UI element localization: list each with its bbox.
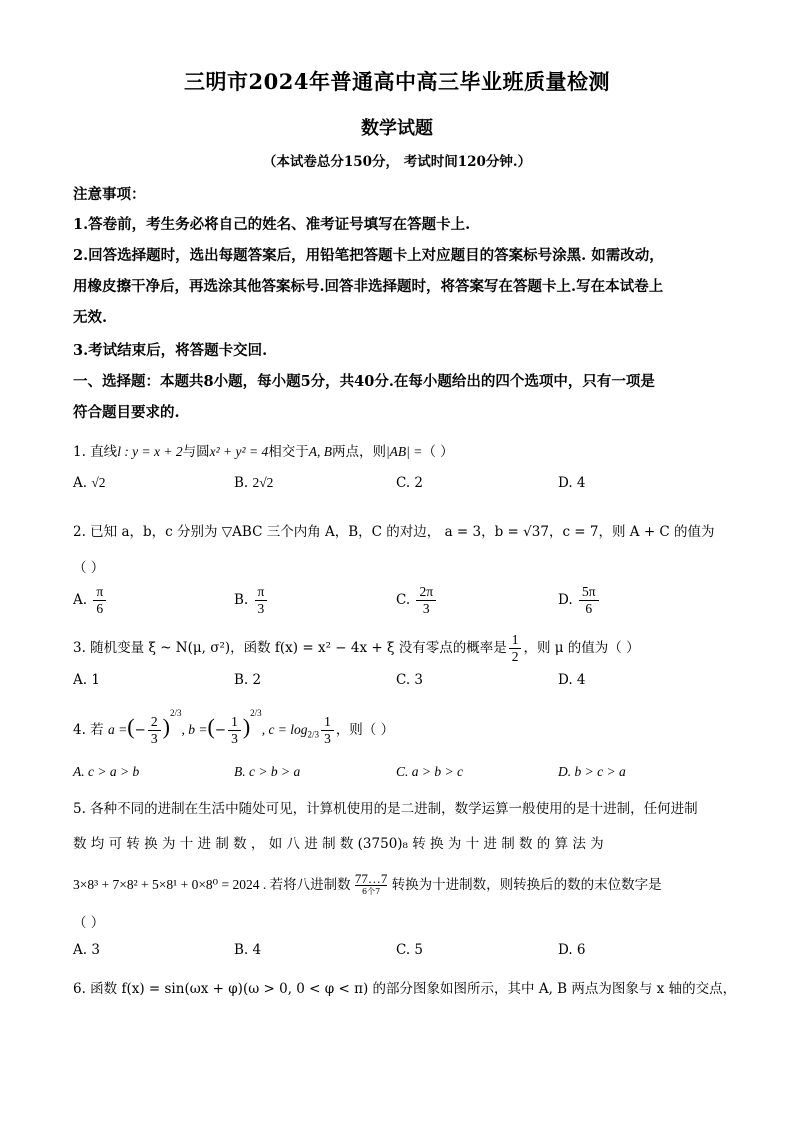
q5-option-c: C. 5 <box>396 942 424 958</box>
q4-option-a: A. c > a > b <box>73 764 140 779</box>
q1-option-d: D. 4 <box>558 475 586 491</box>
q1-option-a-value: √2 <box>91 475 106 490</box>
q1-text-4: 两点，则 <box>331 444 386 460</box>
q5-option-a: A. 3 <box>73 942 100 958</box>
q1-option-a: A. √2 <box>73 475 106 491</box>
exam-title: 三明市2024年普通高中高三毕业班质量检测 <box>184 69 610 94</box>
q1-text-3: 相交于 <box>268 444 309 460</box>
instruction-2-line-2: 用橡皮擦干净后，再选涂其他答案标号.回答非选择题时，将答案写在答题卡上.写在本试卷上 <box>73 278 664 295</box>
q1-option-b-value: 2√2 <box>252 475 274 490</box>
q3-option-c: C. 3 <box>396 672 424 688</box>
instruction-2-line-3: 无效. <box>73 309 108 326</box>
instruction-3: 3.考试结束后，将答题卡交回. <box>73 342 268 359</box>
q4-option-b: B. c > b > a <box>234 764 301 779</box>
q2-option-d: D. $\frac{5\pi}{6}$ <box>558 584 601 617</box>
q1-option-b: B. 2√2 <box>234 475 274 491</box>
instruction-1: 1.答卷前，考生务必将自己的姓名、准考证号填写在答题卡上. <box>73 216 471 233</box>
q5-option-d: D. 6 <box>558 942 586 958</box>
q1-paren: （ ） <box>422 444 454 460</box>
instructions-heading: 注意事项： <box>73 186 146 203</box>
question-1 <box>73 440 733 460</box>
q3-text-2: ，则 μ 的值为（ ） <box>523 640 640 656</box>
question-6-line-1: 6. 函数 f(x) = sin(ωx + φ)(ω > 0, 0 < φ < π) 的部分图象如图所示，其中 A, B 两点为图象与 x 轴的交点， <box>73 981 737 997</box>
q1-option-c: C. 2 <box>396 475 424 491</box>
q1-circle-equation: x² + y² = 4 <box>209 444 269 459</box>
question-5-line-3 <box>73 873 733 898</box>
exam-subtitle: 数学试题 <box>361 118 433 139</box>
q5-text-end: 转换为十进制数，则转换后的数的末位数字是 <box>391 877 662 893</box>
q2-option-b: B. $\frac{\pi}{3}$ <box>234 584 269 617</box>
q4-option-c: C. a > b > c <box>396 764 463 779</box>
q2-option-c: C. $\frac{2\pi}{3}$ <box>396 584 438 617</box>
q3-option-b: B. 2 <box>234 672 262 688</box>
q4-text-2: ，则（ ） <box>335 722 395 738</box>
instruction-2-line-1: 2.回答选择题时，选出每题答案后，用铅笔把答题卡上对应题目的答案标号涂黑. 如需改动， <box>73 247 664 264</box>
q1-points: A, B <box>308 444 332 459</box>
question-2-line-1: 2. 已知 a，b，c 分别为 ▽ABC 三个内角 A，B，C 的对边， a = 3，b = √37，c = 7，则 A + C 的值为 <box>73 524 715 540</box>
question-5-line-2: 数 均 可 转 换 为 十 进 制 数 ， 如 八 进 制 数 (3750)₈ 转 换 为 十 进 制 数 的 算 法 为 <box>73 836 604 852</box>
question-5-line-4: （ ） <box>73 915 105 931</box>
q1-text-2: 与圆 <box>182 444 210 460</box>
q1-line-equation: l : y = x + 2 <box>117 444 183 459</box>
q3-option-d: D. 4 <box>558 672 586 688</box>
q2-option-a: A. $\frac{\pi}{6}$ <box>73 584 108 617</box>
section-1-line-1: 一、选择题：本题共8小题，每小题5分，共40分.在每小题给出的四个选项中，只有一项是 <box>73 373 655 390</box>
q4-text-1: 4. 若 <box>73 722 104 738</box>
q5-option-b: B. 4 <box>234 942 262 958</box>
q4-option-d: D. b > c > a <box>558 764 626 779</box>
q3-option-a: A. 1 <box>73 672 100 688</box>
q3-text-1: 3. 随机变量 ξ ~ N(μ, σ²)，函数 f(x) = x² − 4x + ξ 没有零点的概率是 <box>73 640 507 656</box>
q5-formula: 3×8³ + 7×8² + 5×8¹ + 0×8⁰ = 2024 . 若将八进制数 <box>73 877 351 892</box>
q1-text-1: 直线 <box>90 444 118 460</box>
question-5-line-1: 5. 各种不同的进制在生活中随处可见，计算机使用的是二进制，数学运算一般使用的是十进制，任何进制 <box>73 801 698 817</box>
q5-octal-number: 77…7 6个7 <box>354 871 388 896</box>
question-3 <box>73 632 733 665</box>
section-1-line-2: 符合题目要求的. <box>73 404 180 421</box>
question-4: 4. 若 a =(− $\frac{2}{3}$ )$^{2/3}$, b =(− $\frac{1}{3}$ )$^{2/3}$, $c = \log_{2/3}$ $\frac{1}{3}$ ，则（ ） <box>73 708 395 746</box>
q3-probability-fraction: $\frac{1}{2}$ <box>509 632 522 665</box>
q1-ab: |AB| = <box>385 444 423 459</box>
q1-number: 1. <box>73 444 86 460</box>
question-2-line-2: （ ） <box>73 560 105 576</box>
exam-note: （本试卷总分150分， 考试时间120分钟.） <box>262 154 532 170</box>
